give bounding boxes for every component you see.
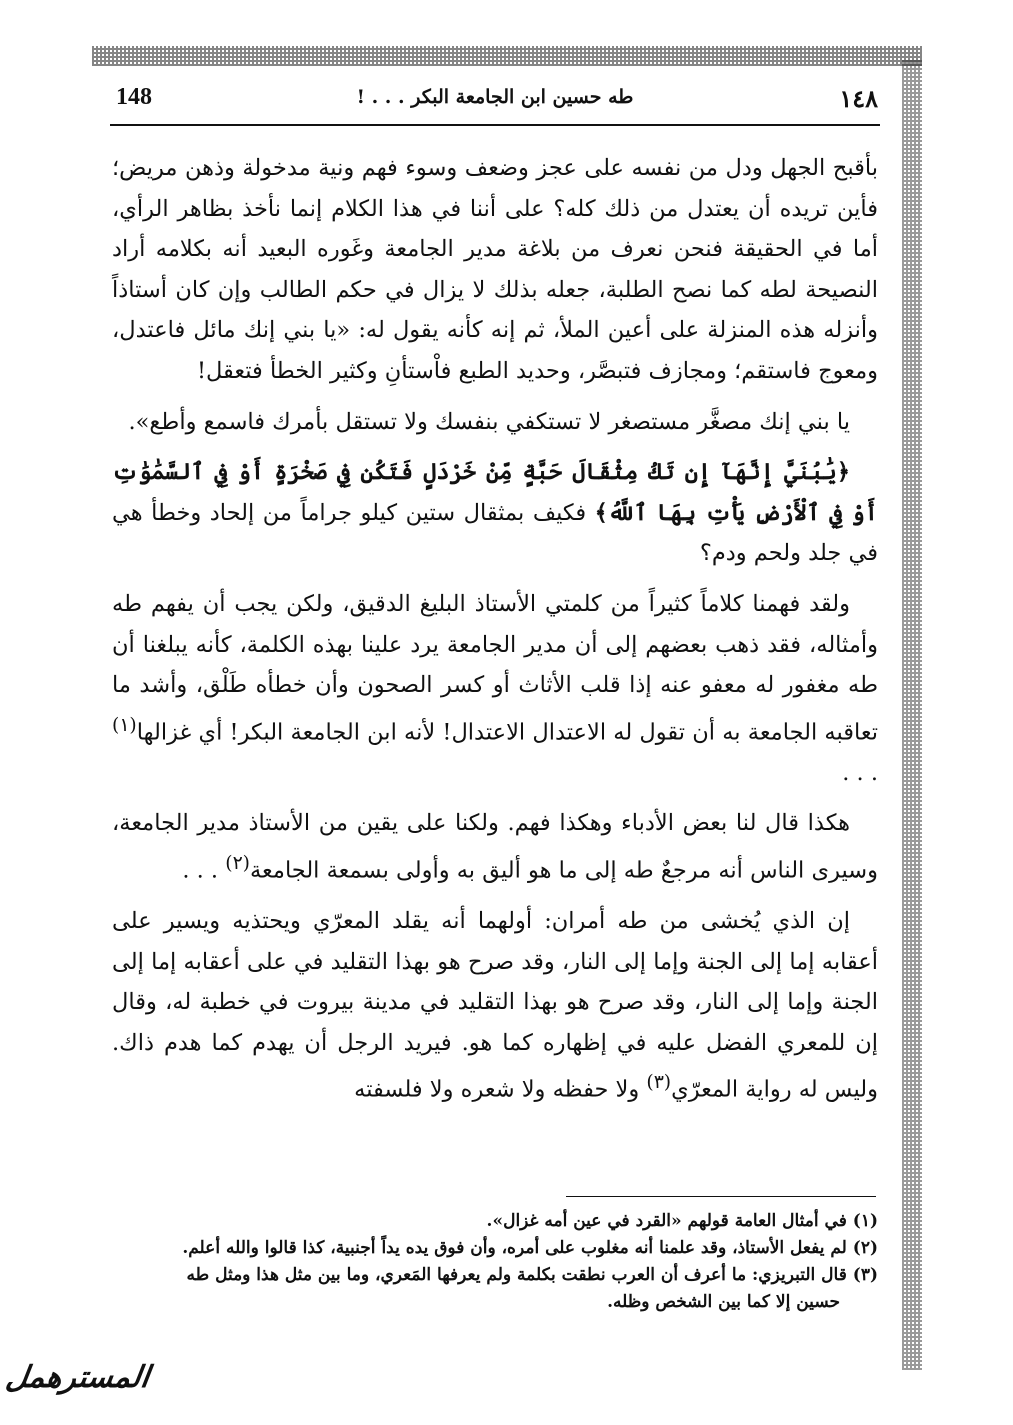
paragraph [112, 803, 878, 891]
page-number-arabic: ١٤٨ [839, 84, 878, 113]
footnote-continuation: حسين إلا كما بين الشخص وظله. [607, 1292, 840, 1312]
paragraph-text: ولا حفظه ولا شعره ولا فلسفته [354, 1076, 640, 1103]
main-text [112, 148, 878, 1121]
paragraph-text: إن الذي يُخشى من طه أمران: أولهما أنه يقلد المعرّي ويحتذيه ويسير على أعقابه إما إلى الجنة وإما إلى النار، وقد صرح هو بهذا التقليد في على أعقابه إما إلى الجنة وإما إلى النار، وقد صرح هو بهذا التقليد في مدينة بيروت في خطبة له، وقال إن للمعري الفضل عليه في إظهاره كما هو. فيريد الرجل أن يهدم كما هدم ذاك. وليس له رواية المعرّي [112, 908, 878, 1103]
decorative-border-top [92, 46, 922, 66]
verse-paragraph [112, 452, 878, 574]
paragraph: يا بني إنك مصغَّر مستصغر لا تستكفي بنفسك ولا تستقل بأمرك فاسمع وأطع». [128, 408, 850, 435]
footnotes [112, 1208, 878, 1316]
footnote-marker: (١) [112, 714, 137, 736]
paragraph [112, 901, 878, 1110]
page-number-latin: 148 [116, 84, 152, 110]
watermark-text: المسترهمل [3, 1360, 152, 1395]
paragraph-text: فكيف بمثقال ستين كيلو جراماً من إلحاد وخطأ هي في جلد ولحم ودم؟ [112, 499, 878, 567]
watermark-logo [2, 1356, 152, 1418]
running-title: طه حسين ابن الجامعة البكر . . . ! [356, 86, 634, 108]
header-rule [110, 124, 880, 126]
quran-verse: ﴿يَٰبُنَيَّ إِنَّهَآ إِن تَكُ مِثْقَالَ حَبَّةٍ مِّنْ خَرْدَلٍ فَتَكُن فِي صَخْرَةٍ أَوْ فِي ٱلسَّمَٰوَٰتِ أَوْ فِي ٱلْأَرْضِ يَأْتِ بِهَا ٱللَّهُ﴾ [112, 459, 878, 526]
paragraph [112, 584, 878, 793]
paragraph: بأقبح الجهل ودل من نفسه على عجز وضعف وسوء فهم ونية مدخولة وذهن مريض؛ فأين تريده أن يعتدل من ذلك كله؟ على أننا في هذا الكلام إنما نأخذ بظاهر الرأي، أما في الحقيقة فنحن نعرف من بلاغة مدير الجامعة وغَوره البعيد أنه بكلامه أراد النصيحة لطه كما نصح الطلبة، جعله بذلك لا يزال في حكم الطالب وإن كان أستاذاً وأنزله هذه المنزلة على أعين الملأ، ثم إنه كأنه يقول له: «يا بني إنك مائل فاعتدل، ومعوج فاستقم؛ ومجازف فتبصَّر، وحديد الطبع فاْستأنِ وكثير الخطأ فتعقل! [112, 155, 878, 384]
ellipsis: . . . [182, 857, 219, 884]
decorative-border-right [902, 60, 922, 1370]
footnote: (٣) قال التبريزي: ما أعرف أن العرب نطقت بكلمة ولم يعرفها المَعري، وما بين مثل هذا ومثل طه [186, 1265, 878, 1285]
page-header [110, 82, 880, 122]
footnote: (٢) لم يفعل الأستاذ، وقد علمنا أنه مغلوب على أمره، وأن فوق يده يداً أجنبية، كذا قالوا والله أعلم. [182, 1238, 878, 1258]
footnote-marker: (٣) [646, 1072, 672, 1094]
paragraph-text: ولقد فهمنا كلاماً كثيراً من كلمتي الأستاذ البليغ الدقيق، ولكن يجب أن يفهم طه وأمثاله، فقد ذهب بعضهم إلى أن مدير الجامعة يرد علينا بهذه الكلمة، كأنه يبلغنا أن طه مغفور له معفو عنه إذا قلب الأثاث أو كسر الصحون وأن خطأه طَلْق، وأشد ما تعاقبه الجامعة به أن تقول له الاعتدال الاعتدال! لأنه ابن الجامعة البكر! أي غزالها [112, 590, 878, 746]
paragraph-text: هكذا قال لنا بعض الأدباء وهكذا فهم. ولكنا على يقين من الأستاذ مدير الجامعة، وسيرى الناس أنه مرجعٌ طه إلى ما هو أليق به وأولى بسمعة الجامعة [112, 810, 878, 884]
footnote: (١) في أمثال العامة قولهم «القرد في عين أمه غزال». [486, 1211, 878, 1231]
footnote-marker: (٢) [225, 853, 250, 874]
footnote-rule [566, 1196, 876, 1197]
ellipsis: . . . [842, 759, 878, 786]
